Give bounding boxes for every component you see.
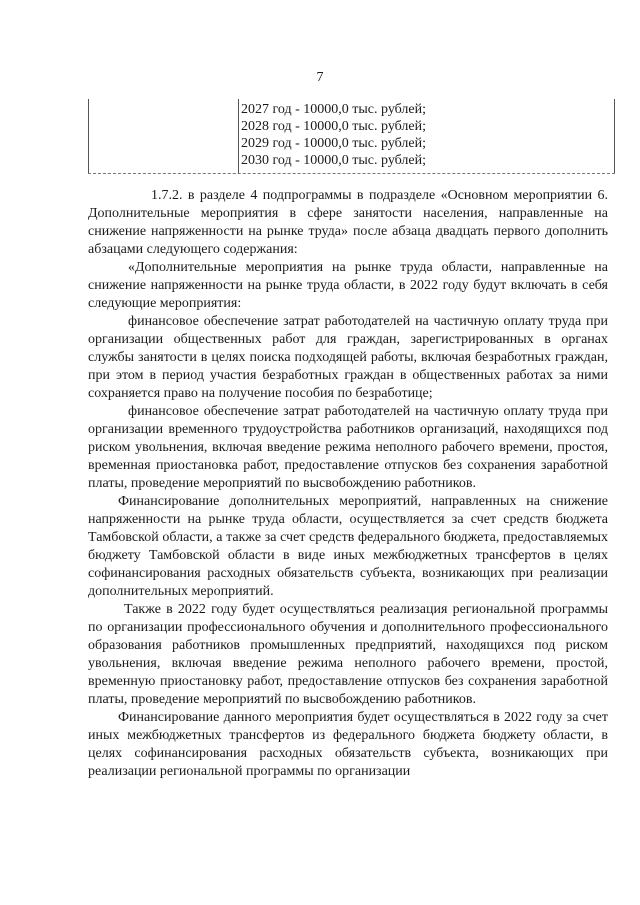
paragraph-regional-program: Также в 2022 году будет осуществляться реализация региональной программы по организации профессионального обучения и дополнительного профессионального образования работников промышленных предприятий, находящихся под риском увольнения, включая введение режима неполного рабочего времени, простой, временную приостановку работ, предоставление отпусков без сохранения заработной платы, проведение мероприятий по высвобождению работников. <box>88 602 608 707</box>
paragraph-financing: Финансирование дополнительных мероприятий, направленных на снижение напряженности на рынке труда области, осуществляется за счет средств бюджета Тамбовской области, а также за счет средств федерального бюджета, предоставляемых бюджету Тамбовской области в виде иных межбюджетных трансфертов в целях софинансирования расходных обязательств субъекта, возникающих при реализации дополнительных мероприятий. <box>88 494 608 599</box>
table-border-left <box>88 99 89 174</box>
table-border-right <box>614 99 615 174</box>
paragraph-intro: «Дополнительные мероприятия на рынке труда области, направленные на снижение напряженности на рынке труда области, в 2022 году будут включать в себя следующие мероприятия: <box>88 260 608 311</box>
table-border-bottom <box>88 173 615 174</box>
paragraph-temporary-employment: финансовое обеспечение затрат работодателей на частичную оплату труда при организации временного трудоустройства работников организаций, находящихся под риском увольнения, включая введение режима неполного рабочего времени, простоя, временная приостановка работ, предоставление отпусков без сохранения заработной платы, проведение мероприятий по высвобождению работников. <box>88 404 608 491</box>
funding-row: 2028 год - 10000,0 тыс. рублей; <box>241 119 427 134</box>
funding-rows <box>241 101 426 169</box>
paragraph-financing-measure: Финансирование данного мероприятия будет осуществляться в 2022 году за счет иных межбюджетных трансфертов из федерального бюджета бюджету области, в целях софинансирования расходных обязательств субъекта, возникающих при реализации региональной программы по организации <box>88 710 608 779</box>
funding-row: 2027 год - 10000,0 тыс. рублей; <box>241 102 427 117</box>
table-border-middle <box>238 99 239 174</box>
page-number: 7 <box>316 70 324 85</box>
funding-row: 2030 год - 10000,0 тыс. рублей; <box>241 153 427 168</box>
funding-row: 2029 год - 10000,0 тыс. рублей; <box>241 136 427 151</box>
paragraph-public-works: финансовое обеспечение затрат работодателей на частичную оплату труда при организации общественных работ для граждан, зарегистрированных в органах службы занятости в целях поиска подходящей работы, включая безработных граждан, при этом в период участия безработных граждан в общественных работах за ними сохраняется право на получение пособия по безработице; <box>88 314 608 401</box>
paragraph-amendment: 1.7.2. в разделе 4 подпрограммы в подразделе «Основном мероприятии 6. Дополнительные мероприятия в сфере занятости населения, направленные на снижение напряженности на рынке труда» после абзаца двадцать первого дополнить абзацами следующего содержания: <box>88 188 608 257</box>
funding-table <box>88 99 615 174</box>
document-body <box>88 187 608 781</box>
